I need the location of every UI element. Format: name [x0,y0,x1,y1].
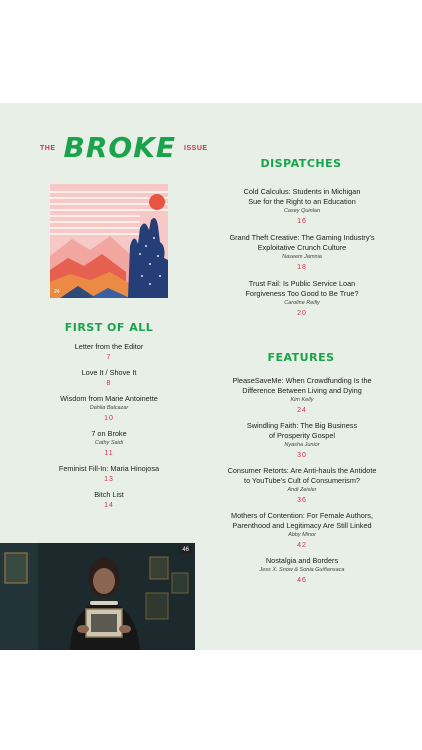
entry-title-line2: to YouTube's Cult of Consumerism? [244,476,360,485]
toc-entry[interactable] [40,394,178,424]
issue-title-suffix: ISSUE [184,144,208,152]
entry-page: 14 [104,502,114,509]
first-of-all-heading: FIRST OF ALL [64,321,154,334]
entry-page: 11 [104,450,114,457]
entry-title-line1: Mothers of Contention: For Female Authors, [231,511,373,520]
issue-title-prefix: THE [40,144,56,152]
entry-page: 7 [106,354,112,361]
entry-title: Feminist Fill-In: Maria Hinojosa [58,464,160,473]
entry-author: Naseem Jamnia [282,254,322,260]
entry-author: Casey Quinlan [283,208,321,214]
toc-entry[interactable] [218,376,386,416]
entry-title-line1: PleaseSaveMe: When Crowdfunding Is the [232,376,372,385]
entry-author: Nyasha Junior [284,442,320,448]
entry-title-line2: Sue for the Right to an Education [248,197,356,206]
toc-entry[interactable] [40,342,178,363]
entry-author: Abby Minor [288,532,316,538]
toc-entry[interactable] [218,511,386,551]
entry-page: 30 [297,452,307,459]
toc-entry[interactable] [40,429,178,459]
entry-title: Letter from the Editor [74,342,144,351]
entry-author: Caroline Reilly [284,300,320,306]
entry-title-line1: Grand Theft Creative: The Gaming Industry's [229,233,375,242]
entry-title-line1: Swindling Faith: The Big Business [246,421,358,430]
issue-title-main: BROKE [63,131,177,164]
toc-entry[interactable] [40,490,178,511]
entry-author: Cathy Saidi [94,440,124,446]
toc-entry[interactable] [218,466,386,506]
toc-entry[interactable] [218,421,386,461]
entry-title-line2: Parenthood and Legitimacy Are Still Linked [232,521,372,530]
issue-title [40,133,208,163]
entry-page: 20 [297,310,307,317]
entry-page: 16 [297,218,307,225]
toc-entry[interactable] [40,368,178,389]
toc-entry[interactable] [218,279,386,319]
photo-page-number: 46 [179,546,192,554]
entry-page: 46 [297,577,307,584]
features-heading: FEATURES [267,351,335,364]
entry-title-line2: Exploitative Crunch Culture [257,243,347,252]
entry-title: Wisdom from Marie Antoinette [60,394,158,403]
entry-title-line1: Cold Calculus: Students in Michigan [243,187,361,196]
cover-page-number: 24 [54,289,60,295]
cover-illustration[interactable] [50,184,168,298]
entry-page: 8 [106,380,112,387]
features-list [218,376,386,586]
entry-page: 18 [297,264,307,271]
entry-title: 7 on Broke [91,429,127,438]
entry-page: 36 [297,497,307,504]
feature-photo[interactable] [0,543,195,650]
entry-author: Kim Kelly [290,397,314,403]
entry-author: Dahlia Balcazar [89,405,129,411]
entry-title: Bitch List [94,490,124,499]
entry-page: 13 [104,476,114,483]
photo-art [0,543,195,650]
first-of-all-list [40,342,178,511]
entry-title-line2: Difference Between Living and Dying [242,386,362,395]
dispatches-list [218,187,386,319]
toc-entry[interactable] [218,556,386,586]
entry-page: 42 [297,542,307,549]
entry-title-line1: Nostalgia and Borders [265,556,339,565]
entry-title: Love It / Shove It [81,368,137,377]
entry-title-line2: of Prosperity Gospel [268,431,336,440]
entry-title-line1: Trust Fail: Is Public Service Loan [248,279,356,288]
entry-title-line1: Consumer Retorts: Are Anti-hauls the Antidote [227,466,377,475]
toc-entry[interactable] [218,187,386,227]
entry-title-line2: Forgiveness Too Good to Be True? [245,289,359,298]
dispatches-heading: DISPATCHES [260,157,342,170]
toc-entry[interactable] [218,233,386,273]
entry-page: 10 [104,415,114,422]
entry-author: Andi Zeisler [287,487,317,493]
cover-art [50,184,168,298]
entry-author: Jess X. Snow & Sonia Guiñansaca [259,567,345,573]
entry-page: 24 [297,407,307,414]
toc-entry[interactable] [40,464,178,485]
